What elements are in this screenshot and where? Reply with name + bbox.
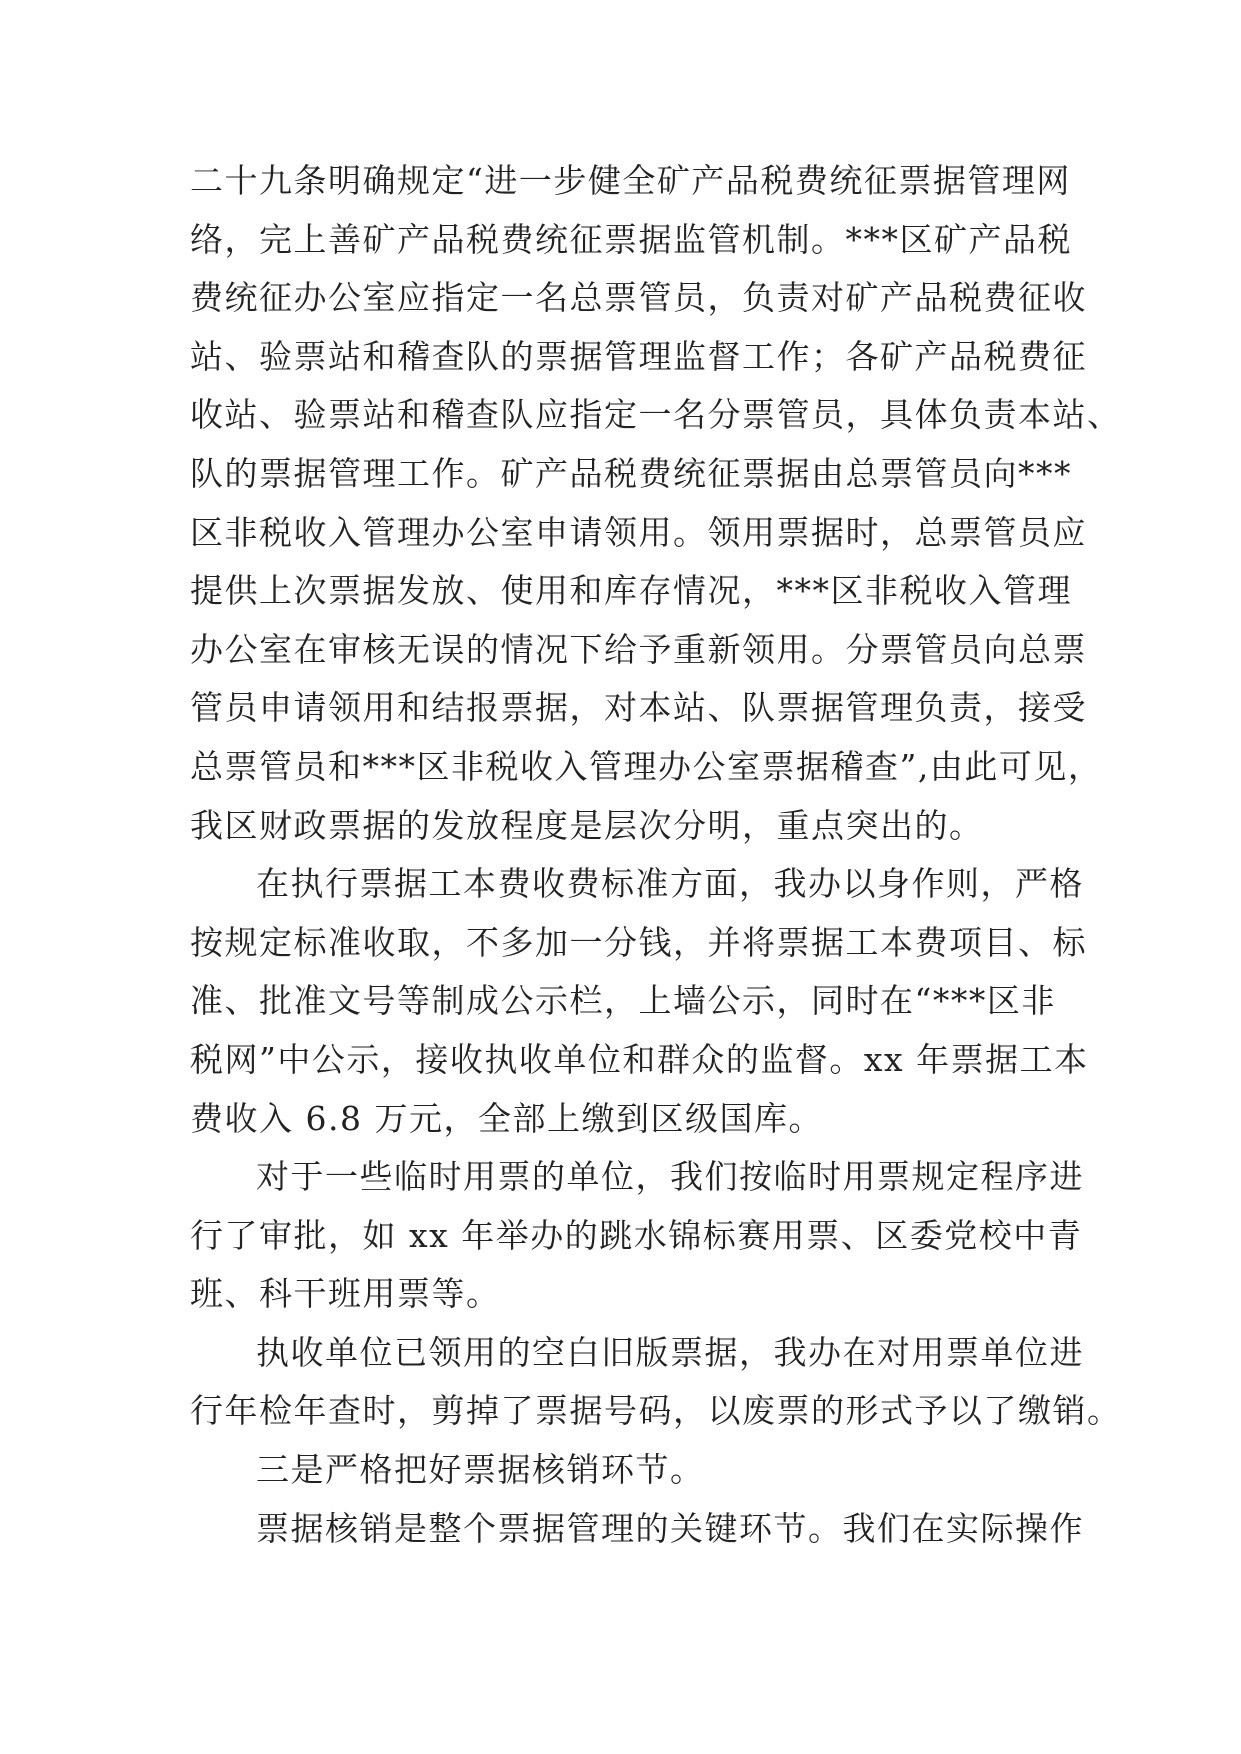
text-line: 二十九条明确规定“进一步健全矿产品税费统征票据管理网 (190, 161, 1071, 200)
text-line: 总票管员和***区非税收入管理办公室票据稽查”,由此可见， (190, 746, 1103, 786)
text-line: 队的票据管理工作。矿产品税费统征票据由总票管员向*** (190, 453, 1072, 493)
text-line: 我区财政票据的发放程度是层次分明，重点突出的。 (190, 805, 984, 845)
text-line: 费收入 6.8 万元，全部上缴到区级国库。 (190, 1098, 823, 1138)
text-line: 执收单位已领用的空白旧版票据，我办在对用票单位进 (256, 1332, 1084, 1372)
text-line: 按规定标准收取，不多加一分钱，并将票据工本费项目、标 (190, 922, 1087, 962)
text-line: 管员申请领用和结报票据，对本站、队票据管理负责，接受 (190, 688, 1087, 728)
text-line: 络，完上善矿产品税费统征票据监管机制。***区矿产品税 (190, 219, 1072, 259)
text-line: 准、批准文号等制成公示栏，上墙公示，同时在“***区非 (190, 981, 1056, 1021)
text-line: 收站、验票站和稽查队应指定一名分票管员，具体负责本站、 (190, 395, 1122, 435)
text-line: 在执行票据工本费收费标准方面，我办以身作则，严格 (256, 864, 1084, 904)
text-line: 提供上次票据发放、使用和库存情况，***区非税收入管理 (190, 571, 1072, 611)
text-line: 三是严格把好票据核销环节。 (256, 1450, 705, 1490)
text-line: 费统征办公室应指定一名总票管员，负责对矿产品税费征收 (190, 278, 1087, 318)
text-line: 行了审批，如 xx 年举办的跳水锦标赛用票、区委党校中青 (190, 1215, 1083, 1255)
text-line: 办公室在审核无误的情况下给予重新领用。分票管员向总票 (190, 629, 1087, 669)
text-line: 行年检年查时，剪掉了票据号码，以废票的形式予以了缴销。 (190, 1391, 1122, 1431)
text-line: 站、验票站和稽查队的票据管理监督工作；各矿产品税费征 (190, 336, 1087, 376)
text-line: 对于一些临时用票的单位，我们按临时用票规定程序进 (256, 1157, 1084, 1197)
text-line: 班、科干班用票等。 (190, 1274, 501, 1314)
text-line: 税网”中公示，接收执收单位和群众的监督。xx 年票据工本 (190, 1039, 1089, 1079)
text-line: 区非税收入管理办公室申请领用。领用票据时，总票管员应 (190, 512, 1087, 552)
document-body (190, 152, 1122, 1558)
text-line: 票据核销是整个票据管理的关键环节。我们在实际操作 (256, 1508, 1084, 1548)
